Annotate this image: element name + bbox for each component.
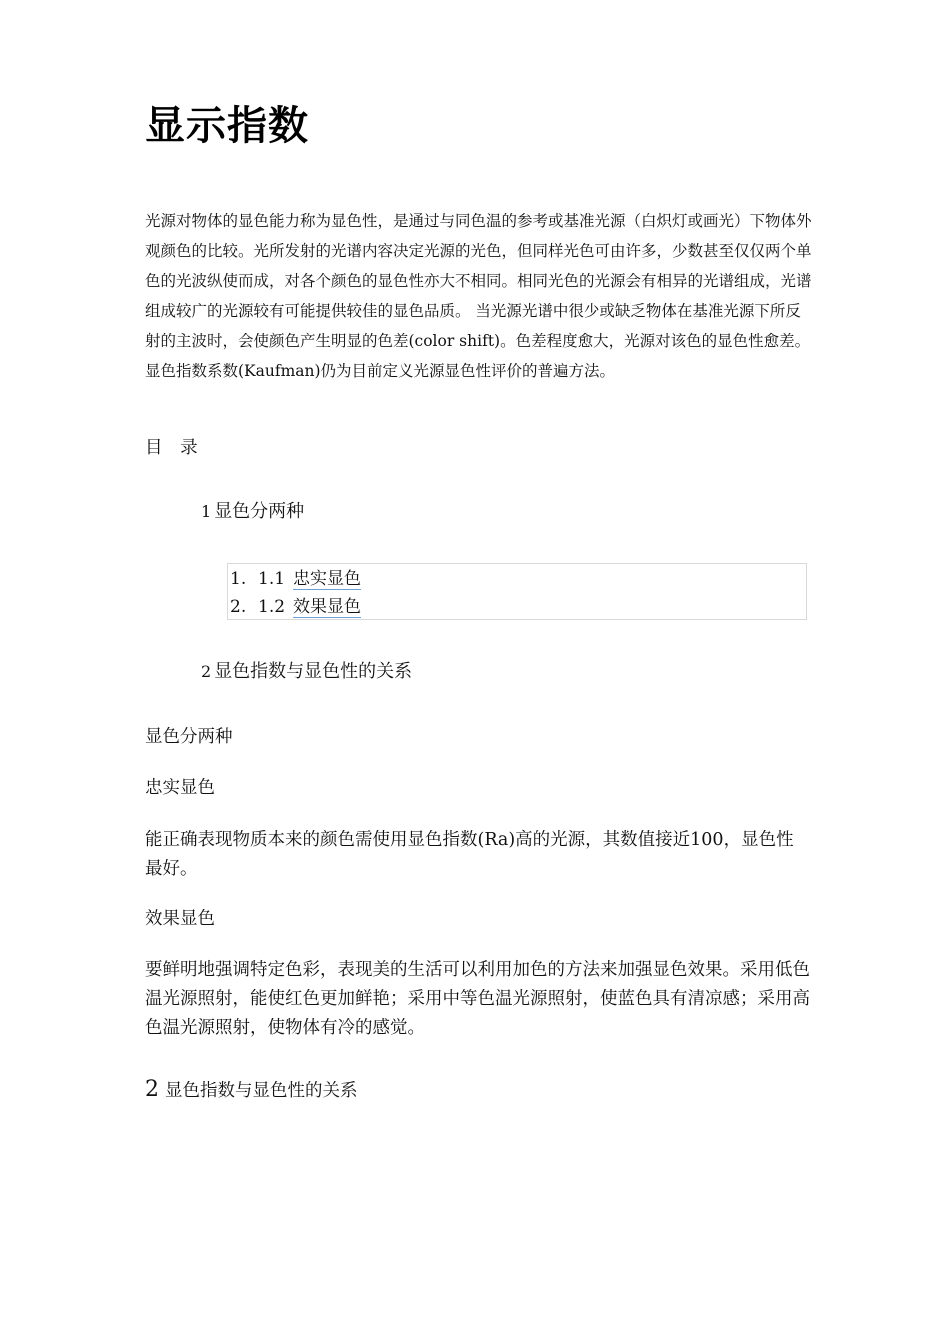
list-index: 1. xyxy=(230,569,247,589)
list-index: 2. xyxy=(230,597,247,617)
toc-section-number: 2 xyxy=(201,662,212,681)
subsection-1-heading: 忠实显色 xyxy=(145,778,215,798)
toc-section-label: 显色分两种 xyxy=(214,501,305,522)
toc-item-effect xyxy=(230,593,806,621)
toc-link-effect-color[interactable]: 效果显色 xyxy=(293,597,362,617)
toc-heading: 目 录 xyxy=(145,438,204,458)
toc-section-1[interactable] xyxy=(201,497,304,527)
section-2-title: 显色指数与显色性的关系 xyxy=(165,1081,358,1101)
page-title: 显示指数 xyxy=(145,103,309,149)
toc-item-faithful xyxy=(230,565,806,593)
toc-link-faithful-color[interactable]: 忠实显色 xyxy=(293,569,362,589)
toc-section-2[interactable] xyxy=(201,657,412,687)
subsection-1-text: 能正确表现物质本来的颜色需使用显色指数(Ra)高的光源，其数值接近100，显色性最好。 xyxy=(145,830,794,879)
toc-section-label: 显色指数与显色性的关系 xyxy=(214,661,413,682)
subsection-2-heading: 效果显色 xyxy=(145,909,215,929)
toc-section-number: 1 xyxy=(201,502,212,521)
subsection-number: 1.1 xyxy=(258,569,286,589)
section-1-heading: 显色分两种 xyxy=(145,727,233,747)
subsection-2-text: 要鲜明地强调特定色彩，表现美的生活可以利用加色的方法来加强显色效果。采用低色温光源照射，能使红色更加鲜艳；采用中等色温光源照射，使蓝色具有清凉感；采用高色温光源照射，使物体有冷的感觉。 xyxy=(145,960,810,1038)
section-2-heading xyxy=(145,1074,358,1107)
toc-subsection-list xyxy=(227,563,807,620)
section-2-number: 2 xyxy=(145,1077,159,1102)
subsection-number: 1.2 xyxy=(258,597,286,617)
intro-paragraph: 光源对物体的显色能力称为显色性，是通过与同色温的参考或基准光源（白炽灯或画光）下物体外观颜色的比较。光所发射的光谱内容决定光源的光色，但同样光色可由许多，少数甚至仅仅两个单色的光波纵使而成，对各个颜色的显色性亦大不相同。相同光色的光源会有相异的光谱组成，光谱组成较广的光源较有可能提供较佳的显色品质。 当光源光谱中很少或缺乏物体在基准光源下所反射的主波时，会使颜色产生明显的色差(color shift)。色差程度愈大，光源对该色的显色性愈差。显色指数系数(Kaufman)仍为目前定义光源显色性评价的普遍方法。 xyxy=(145,212,812,380)
